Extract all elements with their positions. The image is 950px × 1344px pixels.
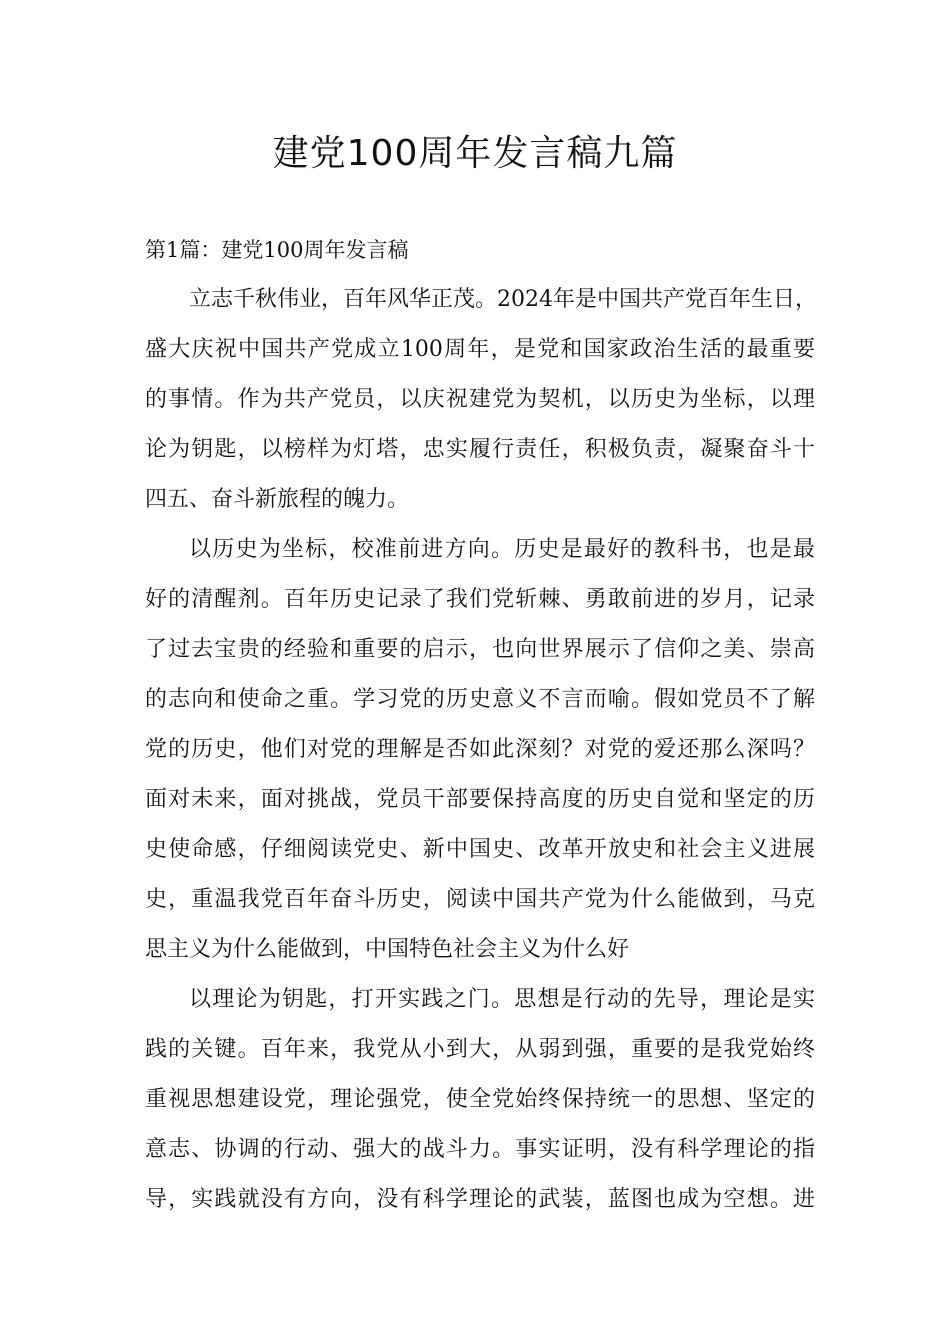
paragraph-line: 意志、协调的行动、强大的战斗力。事实证明，没有科学理论的指 <box>145 1137 815 1162</box>
paragraph <box>145 525 815 975</box>
paragraph-line: 四五、奋斗新旅程的魄力。 <box>145 487 410 512</box>
paragraph-line: 以历史为坐标，校准前进方向。历史是最好的教科书，也是最 <box>189 537 815 562</box>
paragraph <box>145 275 815 525</box>
paragraph-line: 了过去宝贵的经验和重要的启示，也向世界展示了信仰之美、崇高 <box>145 637 815 662</box>
paragraph-line: 盛大庆祝中国共产党成立100周年，是党和国家政治生活的最重要 <box>145 337 815 362</box>
paragraph-line: 重视思想建设党，理论强党，使全党始终保持统一的思想、坚定的 <box>145 1087 815 1112</box>
paragraph-line: 导，实践就没有方向，没有科学理论的武装，蓝图也成为空想。进 <box>145 1187 815 1212</box>
paragraph-line: 立志千秋伟业，百年风华正茂。2024年是中国共产党百年生日， <box>189 287 817 312</box>
paragraph-line: 好的清醒剂。百年历史记录了我们党斩棘、勇敢前进的岁月，记录 <box>145 587 815 612</box>
paragraph-line: 的志向和使命之重。学习党的历史意义不言而喻。假如党员不了解 <box>145 687 815 712</box>
paragraph-line: 论为钥匙，以榜样为灯塔，忠实履行责任，积极负责，凝聚奋斗十 <box>145 437 815 462</box>
paragraph-line: 史，重温我党百年奋斗历史，阅读中国共产党为什么能做到，马克 <box>145 887 815 912</box>
paragraph <box>145 975 815 1225</box>
paragraph-line: 的事情。作为共产党员，以庆祝建党为契机，以历史为坐标，以理 <box>145 387 815 412</box>
paragraph-line: 践的关键。百年来，我党从小到大，从弱到强，重要的是我党始终 <box>145 1037 815 1062</box>
document-body <box>145 225 815 1225</box>
document-title: 建党100周年发言稿九篇 <box>272 133 678 174</box>
paragraph-line: 思主义为什么能做到，中国特色社会主义为什么好 <box>145 937 630 962</box>
section-heading: 第1篇：建党100周年发言稿 <box>145 238 409 262</box>
paragraph-line: 以理论为钥匙，打开实践之门。思想是行动的先导，理论是实 <box>189 987 815 1012</box>
paragraph-line: 党的历史，他们对党的理解是否如此深刻？对党的爱还那么深吗？ <box>145 737 815 762</box>
paragraph-line: 面对未来，面对挑战，党员干部要保持高度的历史自觉和坚定的历 <box>145 787 815 812</box>
paragraph-line: 史使命感，仔细阅读党史、新中国史、改革开放史和社会主义进展 <box>145 837 815 862</box>
